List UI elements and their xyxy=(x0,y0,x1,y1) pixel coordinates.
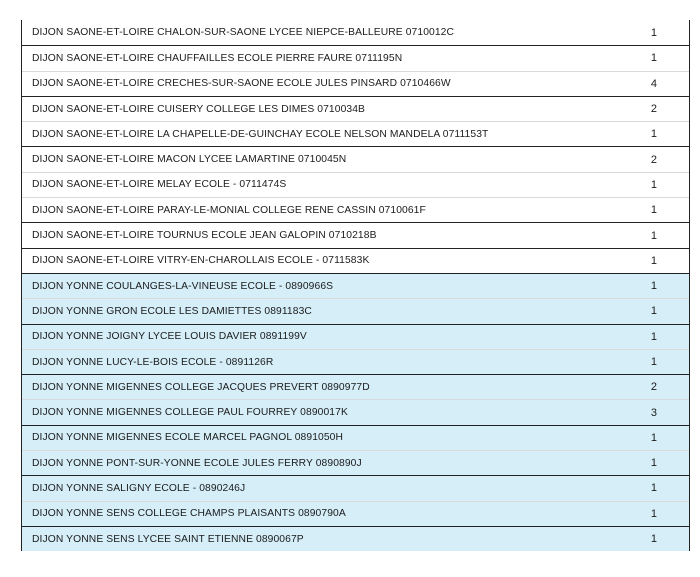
school-label: DIJON YONNE SENS COLLEGE CHAMPS PLAISANTS 0890790A xyxy=(32,508,346,520)
school-label: DIJON YONNE MIGENNES COLLEGE JACQUES PREVERT 0890977D xyxy=(32,381,370,393)
school-label: DIJON SAONE-ET-LOIRE CRECHES-SUR-SAONE ECOLE JULES PINSARD 0710466W xyxy=(32,78,451,90)
table-row xyxy=(22,298,689,323)
school-label: DIJON SAONE-ET-LOIRE CHALON-SUR-SAONE LYCEE NIEPCE-BALLEURE 0710012C xyxy=(32,27,455,39)
table-row xyxy=(22,399,689,424)
count-value: 1 xyxy=(650,128,657,141)
school-label: DIJON SAONE-ET-LOIRE MACON LYCEE LAMARTINE 0710045N xyxy=(32,154,347,166)
table-row xyxy=(22,172,689,197)
count-value: 1 xyxy=(650,178,657,191)
table-row xyxy=(22,146,689,171)
count-value: 1 xyxy=(650,457,657,470)
table-row xyxy=(22,71,689,96)
school-label: DIJON SAONE-ET-LOIRE CUISERY COLLEGE LES DIMES 0710034B xyxy=(32,103,366,115)
count-value: 1 xyxy=(650,280,657,293)
count-value: 2 xyxy=(650,153,657,166)
school-label: DIJON YONNE LUCY-LE-BOIS ECOLE - 0891126R xyxy=(32,356,274,368)
count-value: 2 xyxy=(650,381,657,394)
count-value: 1 xyxy=(650,52,657,65)
count-value: 1 xyxy=(650,204,657,217)
count-value: 1 xyxy=(650,26,657,39)
school-label: DIJON YONNE GRON ECOLE LES DAMIETTES 0891183C xyxy=(32,305,312,317)
count-value: 1 xyxy=(650,533,657,546)
school-label: DIJON SAONE-ET-LOIRE VITRY-EN-CHAROLLAIS ECOLE - 0711583K xyxy=(32,255,370,267)
count-value: 1 xyxy=(650,507,657,520)
count-value: 1 xyxy=(650,431,657,444)
count-value: 1 xyxy=(650,330,657,343)
table-row xyxy=(22,121,689,146)
table-row xyxy=(22,526,689,551)
school-label: DIJON YONNE MIGENNES ECOLE MARCEL PAGNOL 0891050H xyxy=(32,432,344,444)
school-label: DIJON SAONE-ET-LOIRE TOURNUS ECOLE JEAN GALOPIN 0710218B xyxy=(32,230,377,242)
table-row xyxy=(22,374,689,399)
table-row xyxy=(22,96,689,121)
school-label: DIJON YONNE SENS LYCEE SAINT ETIENNE 0890067P xyxy=(32,533,304,545)
school-label: DIJON YONNE MIGENNES COLLEGE PAUL FOURREY 0890017K xyxy=(32,407,348,419)
school-label: DIJON YONNE JOIGNY LYCEE LOUIS DAVIER 0891199V xyxy=(32,331,307,343)
table-row xyxy=(22,349,689,374)
table-row xyxy=(22,450,689,475)
school-label: DIJON YONNE COULANGES-LA-VINEUSE ECOLE - 0890966S xyxy=(32,280,334,292)
count-value: 1 xyxy=(650,356,657,368)
school-label: DIJON SAONE-ET-LOIRE CHAUFFAILLES ECOLE PIERRE FAURE 0711195N xyxy=(32,52,403,64)
count-value: 1 xyxy=(650,254,657,267)
count-value: 1 xyxy=(650,229,657,242)
school-label: DIJON SAONE-ET-LOIRE PARAY-LE-MONIAL COLLEGE RENE CASSIN 0710061F xyxy=(32,204,426,216)
table-row xyxy=(22,501,689,526)
count-value: 2 xyxy=(650,103,657,116)
table-row xyxy=(22,324,689,349)
school-label: DIJON SAONE-ET-LOIRE MELAY ECOLE - 0711474S xyxy=(32,179,287,191)
count-value: 4 xyxy=(650,77,657,90)
school-label: DIJON SAONE-ET-LOIRE LA CHAPELLE-DE-GUINCHAY ECOLE NELSON MANDELA 0711153T xyxy=(32,128,489,140)
schools-table xyxy=(21,20,690,551)
count-value: 1 xyxy=(650,305,657,318)
table-row xyxy=(22,20,689,45)
school-label: DIJON YONNE SALIGNY ECOLE - 0890246J xyxy=(32,482,246,494)
table-row xyxy=(22,425,689,450)
table-row xyxy=(22,197,689,222)
table-row xyxy=(22,475,689,500)
count-value: 1 xyxy=(650,482,657,495)
table-row xyxy=(22,248,689,273)
table-row xyxy=(22,222,689,247)
school-label: DIJON YONNE PONT-SUR-YONNE ECOLE JULES FERRY 0890890J xyxy=(32,457,362,469)
count-value: 3 xyxy=(650,406,657,419)
table-row xyxy=(22,273,689,298)
table-row xyxy=(22,45,689,70)
